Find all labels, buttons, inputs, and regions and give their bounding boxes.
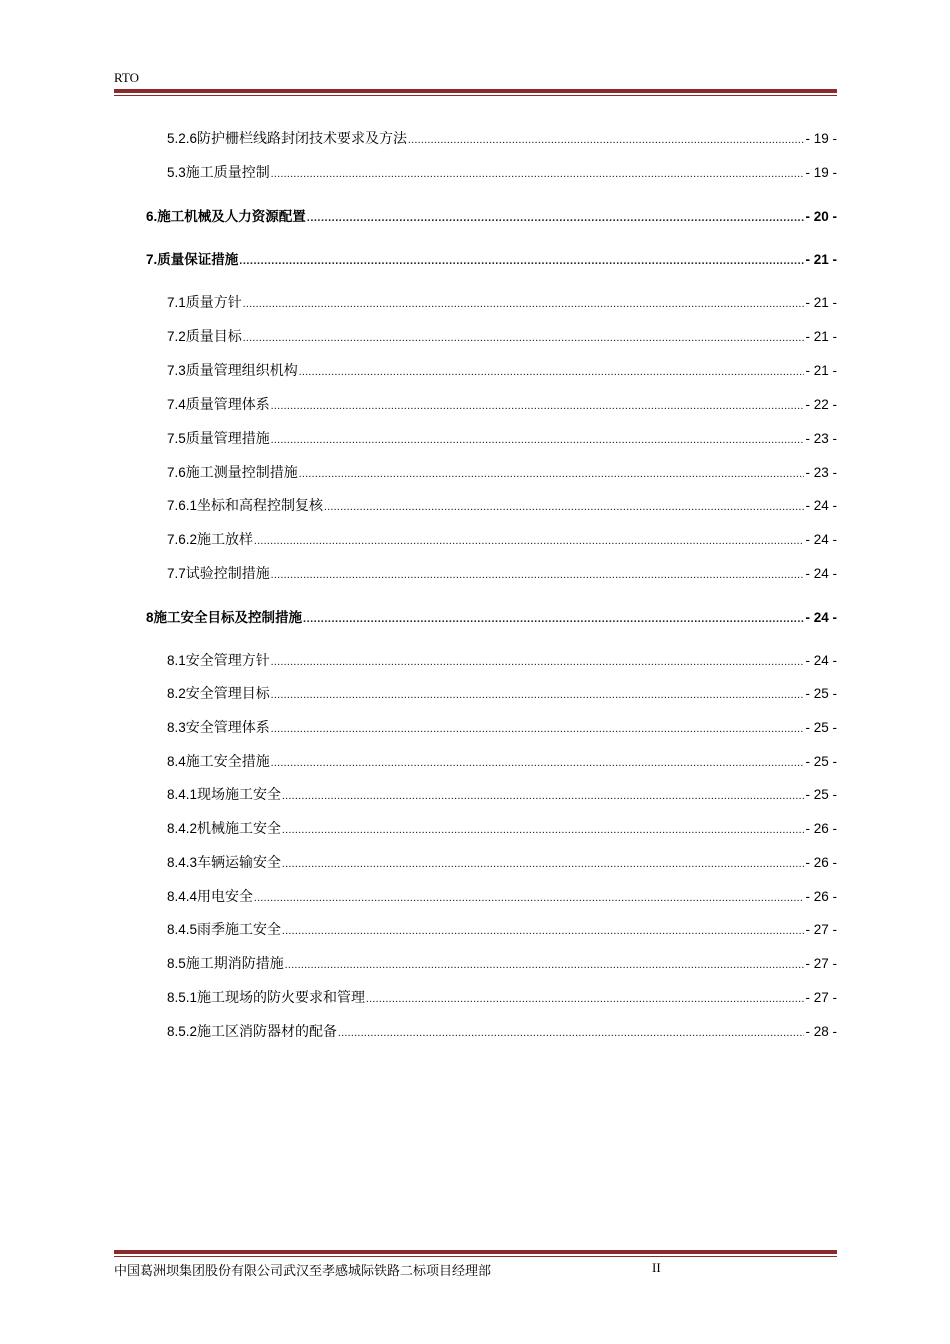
toc-entry-title: 施工机械及人力资源配置 xyxy=(157,209,306,224)
toc-entry-number: 8.5.1 xyxy=(167,990,198,1005)
toc-dot-leader xyxy=(299,366,805,378)
toc-entry-number: 8.5 xyxy=(167,956,186,971)
toc-entry-number: 5.2.6 xyxy=(167,131,198,146)
toc-entry[interactable] xyxy=(167,784,837,804)
toc-entry-page: - 26 - xyxy=(805,821,837,836)
toc-dot-leader xyxy=(366,993,804,1005)
toc-entry-page: - 27 - xyxy=(805,990,837,1005)
toc-entry[interactable] xyxy=(167,818,837,838)
toc-entry-number: 8 xyxy=(146,610,154,625)
toc-entry-number: 5.3 xyxy=(167,165,186,180)
toc-entry-title: 用电安全 xyxy=(197,890,254,905)
toc-entry[interactable] xyxy=(167,428,837,448)
toc-entry-page: - 21 - xyxy=(805,363,837,378)
toc-entry-page: - 21 - xyxy=(805,329,837,344)
footer-page-number: II xyxy=(652,1260,661,1275)
toc-entry-number: 7.4 xyxy=(167,397,186,412)
toc-entry-title: 雨季施工安全 xyxy=(197,923,282,938)
toc-entry-title: 施工安全目标及控制措施 xyxy=(153,610,303,625)
toc-entry-title: 防护栅栏线路封闭技术要求及方法 xyxy=(197,132,408,147)
toc-entry[interactable] xyxy=(167,987,837,1007)
toc-entry-number: 8.4.3 xyxy=(167,855,198,870)
toc-dot-leader xyxy=(271,723,805,735)
header-rule-thick xyxy=(114,89,837,93)
toc-entry[interactable] xyxy=(167,563,837,583)
toc-dot-leader xyxy=(271,656,805,668)
toc-entry-number: 8.4 xyxy=(167,754,186,769)
toc-dot-leader xyxy=(254,535,804,547)
toc-entry-page: - 19 - xyxy=(805,131,837,146)
toc-entry-page: - 27 - xyxy=(805,956,837,971)
toc-entry-title: 现场施工安全 xyxy=(197,788,282,803)
toc-entry[interactable] xyxy=(167,495,837,515)
toc-entry-page: - 25 - xyxy=(805,720,837,735)
toc-dot-leader xyxy=(303,613,804,625)
toc-entry[interactable] xyxy=(167,953,837,973)
page-footer: 中国葛洲坝集团股份有限公司武汉至孝感城际铁路二标项目经理部 xyxy=(114,1263,492,1278)
toc-entry-title: 施工期消防措施 xyxy=(185,957,284,972)
toc-entry-title: 质量管理体系 xyxy=(185,398,270,413)
toc-dot-leader xyxy=(239,255,804,267)
toc-entry[interactable] xyxy=(167,529,837,549)
toc-entry-title: 施工现场的防火要求和管理 xyxy=(197,991,366,1006)
toc-entry-number: 8.4.4 xyxy=(167,889,198,904)
toc-entry-number: 7.6.1 xyxy=(167,498,198,513)
toc-entry-page: - 25 - xyxy=(805,686,837,701)
toc-entry-page: - 26 - xyxy=(805,855,837,870)
toc-entry-page: - 23 - xyxy=(805,431,837,446)
toc-entry-number: 7.6 xyxy=(167,465,186,480)
toc-dot-leader xyxy=(338,1027,804,1039)
toc-entry-page: - 27 - xyxy=(805,922,837,937)
toc-entry-title: 施工质量控制 xyxy=(185,166,270,181)
toc-dot-leader xyxy=(243,332,805,344)
toc-entry-page: - 21 - xyxy=(805,295,837,310)
toc-entry-page: - 22 - xyxy=(805,397,837,412)
toc-entry-title: 质量方针 xyxy=(185,296,242,311)
toc-entry[interactable] xyxy=(167,326,837,346)
toc-entry[interactable] xyxy=(146,606,837,626)
toc-entry-title: 试验控制措施 xyxy=(185,567,270,582)
toc-entry[interactable] xyxy=(167,886,837,906)
toc-entry[interactable] xyxy=(167,162,837,182)
toc-entry-number: 8.4.5 xyxy=(167,922,198,937)
toc-entry[interactable] xyxy=(167,462,837,482)
toc-entry-title: 质量保证措施 xyxy=(157,252,239,267)
toc-entry-title: 施工安全措施 xyxy=(185,755,270,770)
toc-entry-number: 8.4.2 xyxy=(167,821,198,836)
toc-dot-leader xyxy=(285,959,805,971)
toc-dot-leader xyxy=(307,212,805,224)
toc-dot-leader xyxy=(299,468,805,480)
toc-entry-title: 施工放样 xyxy=(197,533,254,548)
toc-entry-title: 施工测量控制措施 xyxy=(185,466,298,481)
toc-entry-page: - 26 - xyxy=(805,889,837,904)
toc-entry[interactable] xyxy=(167,128,837,148)
toc-entry-page: - 24 - xyxy=(805,532,837,547)
toc-entry-number: 8.1 xyxy=(167,653,186,668)
toc-dot-leader xyxy=(408,134,804,146)
toc-entry-page: - 24 - xyxy=(805,653,837,668)
toc-dot-leader xyxy=(243,298,805,310)
toc-entry[interactable] xyxy=(167,292,837,312)
toc-entry[interactable] xyxy=(167,683,837,703)
toc-entry-title: 安全管理目标 xyxy=(185,687,270,702)
toc-entry-number: 8.2 xyxy=(167,686,186,701)
toc-entry-title: 坐标和高程控制复核 xyxy=(197,499,324,514)
toc-entry-number: 8.4.1 xyxy=(167,787,198,802)
toc-entry-number: 7.7 xyxy=(167,566,186,581)
toc-entry[interactable] xyxy=(167,360,837,380)
toc-entry[interactable] xyxy=(167,394,837,414)
toc-entry-page: - 28 - xyxy=(805,1024,837,1039)
toc-entry-page: - 23 - xyxy=(805,465,837,480)
toc-entry-page: - 24 - xyxy=(805,610,837,625)
footer-rule-thin xyxy=(114,1256,837,1257)
toc-dot-leader xyxy=(271,757,805,769)
toc-entry-page: - 20 - xyxy=(805,209,837,224)
header-rule-thin xyxy=(114,95,837,96)
toc-dot-leader xyxy=(282,925,804,937)
toc-entry-number: 7.3 xyxy=(167,363,186,378)
toc-entry[interactable] xyxy=(167,919,837,939)
toc-entry-number: 7. xyxy=(146,252,158,267)
toc-entry-page: - 21 - xyxy=(805,252,837,267)
toc-entry-title: 安全管理方针 xyxy=(185,654,270,669)
toc-dot-leader xyxy=(271,168,805,180)
toc-dot-leader xyxy=(282,790,804,802)
toc-entry[interactable] xyxy=(167,717,837,737)
toc-dot-leader xyxy=(271,569,805,581)
toc-entry-page: - 25 - xyxy=(805,754,837,769)
toc-entry-number: 7.2 xyxy=(167,329,186,344)
toc-entry-title: 质量管理措施 xyxy=(185,432,270,447)
toc-entry[interactable] xyxy=(167,751,837,771)
toc-dot-leader xyxy=(324,501,804,513)
toc-entry-number: 7.1 xyxy=(167,295,186,310)
toc-entry-number: 8.3 xyxy=(167,720,186,735)
toc-entry-number: 8.5.2 xyxy=(167,1024,198,1039)
toc-entry-page: - 24 - xyxy=(805,566,837,581)
toc-entry-number: 7.6.2 xyxy=(167,532,198,547)
toc-dot-leader xyxy=(282,858,804,870)
toc-entry[interactable] xyxy=(146,205,837,225)
toc-entry-page: - 24 - xyxy=(805,498,837,513)
toc-dot-leader xyxy=(254,892,804,904)
toc-entry[interactable] xyxy=(167,1021,837,1041)
toc-entry-title: 机械施工安全 xyxy=(197,822,282,837)
toc-entry-title: 质量目标 xyxy=(185,330,242,345)
toc-entry-number: 6. xyxy=(146,209,158,224)
toc-dot-leader xyxy=(282,824,804,836)
toc-entry[interactable] xyxy=(167,650,837,670)
toc-entry[interactable] xyxy=(146,248,837,268)
toc-dot-leader xyxy=(271,434,805,446)
toc-entry-number: 7.5 xyxy=(167,431,186,446)
footer-rule-thick xyxy=(114,1250,837,1254)
page-header: RTO xyxy=(114,70,139,85)
toc-dot-leader xyxy=(271,400,805,412)
toc-entry-title: 车辆运输安全 xyxy=(197,856,282,871)
toc-entry-page: - 25 - xyxy=(805,787,837,802)
toc-entry-title: 质量管理组织机构 xyxy=(185,364,298,379)
toc-entry-page: - 19 - xyxy=(805,165,837,180)
toc-dot-leader xyxy=(271,689,805,701)
toc-entry[interactable] xyxy=(167,852,837,872)
toc-entry-title: 安全管理体系 xyxy=(185,721,270,736)
toc-entry-title: 施工区消防器材的配备 xyxy=(197,1025,338,1040)
